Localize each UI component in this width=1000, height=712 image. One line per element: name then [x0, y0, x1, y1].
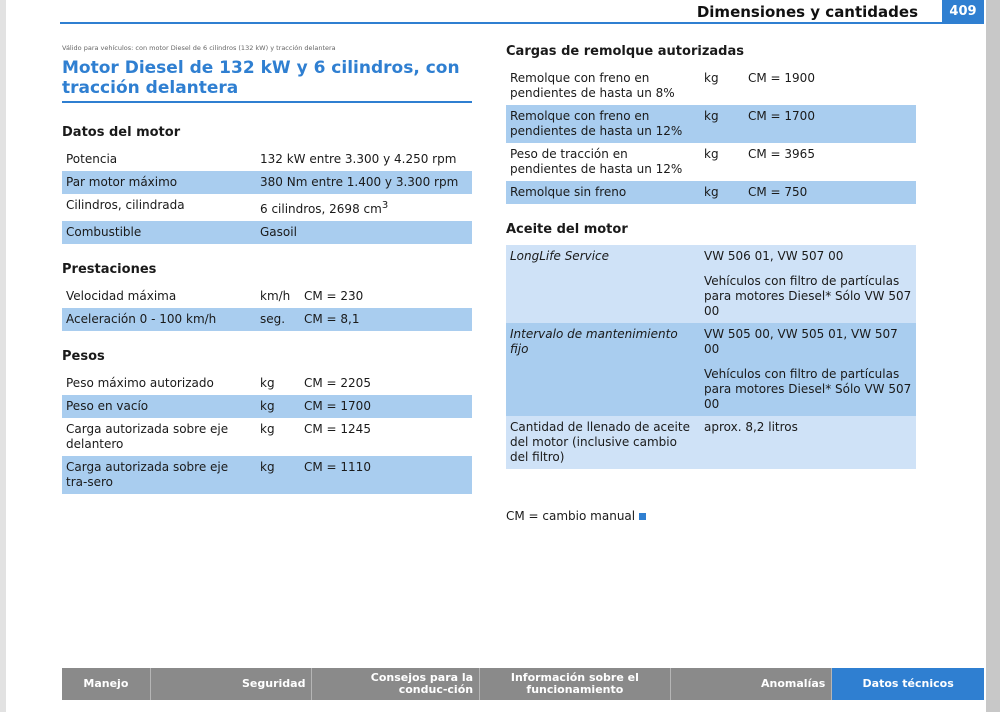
row-value: 132 kW entre 3.300 y 4.250 rpm	[256, 148, 472, 171]
displacement-value: 6 cilindros, 2698 cm	[260, 202, 382, 216]
oil-table	[506, 245, 916, 469]
row-label: Aceleración 0 - 100 km/h	[62, 308, 256, 331]
weights-heading: Pesos	[62, 349, 105, 364]
tab-label: Anomalías	[761, 677, 826, 690]
row-value	[700, 245, 916, 323]
table-row	[62, 456, 472, 494]
row-unit: kg	[700, 67, 744, 105]
row-label: Cilindros, cilindrada	[62, 194, 256, 221]
row-unit: kg	[256, 456, 300, 494]
bottom-navigation	[62, 668, 984, 700]
row-unit: kg	[700, 105, 744, 143]
performance-heading: Prestaciones	[62, 262, 157, 277]
title-rule	[62, 101, 472, 103]
row-value: CM = 2205	[300, 372, 472, 395]
cubic-superscript: 3	[381, 200, 389, 211]
trailer-heading: Cargas de remolque autorizadas	[506, 44, 744, 59]
table-row	[506, 105, 916, 143]
row-label: Carga autorizada sobre eje tra-sero	[62, 456, 256, 494]
row-unit: kg	[256, 372, 300, 395]
row-value: CM = 3965	[744, 143, 916, 181]
oil-spec: VW 505 00, VW 505 01, VW 507 00	[704, 327, 898, 356]
row-value: 380 Nm entre 1.400 y 3.300 rpm	[256, 171, 472, 194]
row-unit: kg	[700, 181, 744, 204]
row-label: Potencia	[62, 148, 256, 171]
row-label: Velocidad máxima	[62, 285, 256, 308]
tab-anomalias[interactable]	[671, 668, 833, 700]
engine-table	[62, 148, 472, 244]
row-value: Gasoil	[256, 221, 472, 244]
end-square-icon	[639, 513, 646, 520]
row-value: CM = 750	[744, 181, 916, 204]
tab-label: Seguridad	[241, 677, 306, 690]
table-row	[506, 416, 916, 469]
footnote	[506, 509, 916, 523]
page-left-edge	[0, 0, 6, 712]
row-label: Intervalo de mantenimiento fijo	[506, 323, 700, 416]
tab-label: Manejo	[83, 677, 129, 690]
oil-spec-note: Vehículos con filtro de partículas para motores Diesel* Sólo VW 507 00	[704, 274, 912, 318]
row-label: Remolque sin freno	[506, 181, 700, 204]
table-row	[506, 143, 916, 181]
row-value: CM = 1245	[300, 418, 472, 456]
table-row	[62, 285, 472, 308]
tab-datos-tecnicos[interactable]	[832, 668, 984, 700]
page-number: 409	[942, 0, 984, 23]
section-title: Motor Diesel de 132 kW y 6 cilindros, con tracción delantera	[62, 58, 460, 98]
table-row	[62, 221, 472, 244]
tab-informacion[interactable]	[480, 668, 671, 700]
row-label: Remolque con freno en pendientes de hasta un 12%	[506, 105, 700, 143]
trailer-table	[506, 67, 916, 204]
row-value	[256, 194, 472, 221]
page-title: Dimensiones y cantidades	[696, 3, 918, 21]
row-unit: seg.	[256, 308, 300, 331]
table-row	[62, 194, 472, 221]
table-row	[506, 67, 916, 105]
row-label: Remolque con freno en pendientes de hasta un 8%	[506, 67, 700, 105]
validity-note: Válido para vehículos: con motor Diesel de 6 cilindros (132 kW) y tracción delantera	[62, 44, 336, 52]
row-label: Peso de tracción en pendientes de hasta un 12%	[506, 143, 700, 181]
tab-manejo[interactable]	[62, 668, 151, 700]
row-label: Carga autorizada sobre eje delantero	[62, 418, 256, 456]
weights-table	[62, 372, 472, 494]
row-unit: kg	[256, 418, 300, 456]
oil-spec: VW 506 01, VW 507 00	[704, 249, 844, 263]
row-unit: km/h	[256, 285, 300, 308]
left-column	[62, 44, 472, 494]
table-row	[506, 323, 916, 416]
table-row	[506, 245, 916, 323]
table-row	[62, 418, 472, 456]
performance-table	[62, 285, 472, 331]
row-value	[700, 323, 916, 416]
oil-heading: Aceite del motor	[506, 222, 628, 237]
right-column	[506, 44, 916, 523]
row-label: Peso máximo autorizado	[62, 372, 256, 395]
table-row	[62, 308, 472, 331]
tab-seguridad[interactable]	[151, 668, 313, 700]
row-unit: kg	[700, 143, 744, 181]
row-value: CM = 1900	[744, 67, 916, 105]
table-row	[62, 395, 472, 418]
page-right-edge	[986, 0, 1000, 712]
row-value: CM = 1110	[300, 456, 472, 494]
tab-label: Información sobre el funcionamiento	[510, 671, 639, 696]
row-label: Cantidad de llenado de aceite del motor (inclusive cambio del filtro)	[506, 416, 700, 469]
tab-label: Datos técnicos	[862, 677, 954, 690]
table-row	[62, 171, 472, 194]
tab-consejos[interactable]	[312, 668, 480, 700]
table-row	[62, 148, 472, 171]
header-rule	[60, 22, 984, 24]
table-row	[62, 372, 472, 395]
row-label: Combustible	[62, 221, 256, 244]
engine-heading: Datos del motor	[62, 125, 181, 140]
oil-spec-note: Vehículos con filtro de partículas para motores Diesel* Sólo VW 507 00	[704, 367, 912, 411]
footnote-text: CM = cambio manual	[506, 509, 636, 523]
table-row	[506, 181, 916, 204]
row-value: CM = 8,1	[300, 308, 472, 331]
row-label: LongLife Service	[506, 245, 700, 323]
row-label: Par motor máximo	[62, 171, 256, 194]
row-unit: kg	[256, 395, 300, 418]
row-value: CM = 230	[300, 285, 472, 308]
row-label: Peso en vacío	[62, 395, 256, 418]
row-value: aprox. 8,2 litros	[700, 416, 916, 469]
tab-label: Consejos para la conduc-ción	[370, 671, 474, 696]
row-value: CM = 1700	[300, 395, 472, 418]
row-value: CM = 1700	[744, 105, 916, 143]
